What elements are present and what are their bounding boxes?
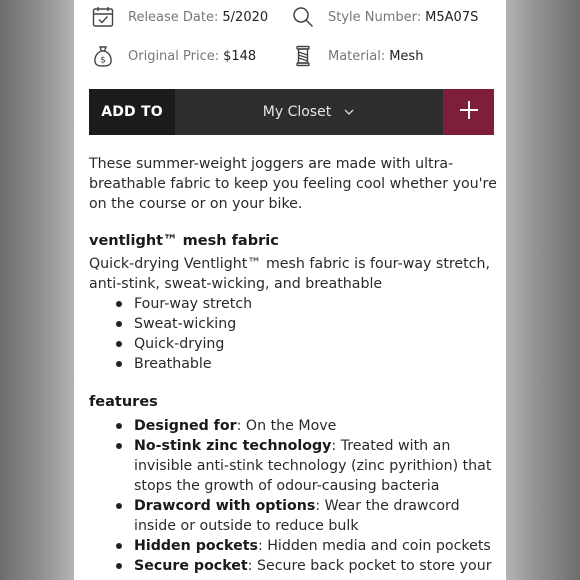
list-item: Breathable — [89, 354, 499, 374]
list-item — [89, 496, 499, 536]
closet-select-dropdown[interactable] — [175, 89, 443, 135]
features-bullet-list — [89, 416, 499, 576]
thread-spool-icon — [290, 43, 316, 69]
search-icon — [290, 4, 316, 30]
mesh-description: Quick-drying Ventlight™ mesh fabric is four-way stretch, anti-stink, sweat-wicking, and breathable — [89, 256, 490, 292]
money-bag-icon — [90, 43, 116, 69]
feature-label: Drawcord with options — [134, 498, 316, 514]
list-item — [89, 416, 499, 436]
mesh-section-title: ventlight™ mesh fabric — [89, 233, 279, 249]
plus-icon — [459, 100, 479, 124]
feature-label: No-stink zinc technology — [134, 438, 332, 454]
release-date-label: Release Date: — [128, 9, 219, 25]
list-item: Four-way stretch — [89, 294, 499, 314]
product-description — [89, 154, 499, 576]
material-item — [290, 41, 423, 71]
style-number-value: M5A07S — [425, 9, 479, 25]
list-item — [89, 556, 499, 576]
style-number-label: Style Number: — [328, 9, 422, 25]
svg-text:$: $ — [100, 55, 106, 66]
add-to-closet-bar — [89, 89, 494, 135]
list-item — [89, 436, 499, 496]
feature-text: : On the Move — [236, 418, 337, 434]
mesh-bullet-list — [89, 294, 499, 374]
original-price-item — [90, 41, 256, 71]
material-value: Mesh — [389, 48, 424, 64]
material-label: Material: — [328, 48, 386, 64]
product-info-grid — [88, 0, 498, 78]
list-item: Sweat-wicking — [89, 314, 499, 334]
features-section-title: features — [89, 394, 158, 410]
list-item: Quick-drying — [89, 334, 499, 354]
feature-text: : Treated with an invisible anti-stink technology (zinc pyrithion) that stops the growth of odour-causing bacteria — [134, 438, 492, 494]
add-to-label: ADD TO — [101, 104, 163, 120]
calendar-check-icon — [90, 4, 116, 30]
feature-label: Hidden pockets — [134, 538, 258, 554]
original-price-label: Original Price: — [128, 48, 220, 64]
product-details-page — [74, 0, 506, 580]
original-price-value: $148 — [223, 48, 257, 64]
list-item — [89, 536, 499, 556]
release-date-item — [90, 2, 268, 32]
chevron-down-icon — [343, 106, 355, 118]
description-intro: These summer-weight joggers are made with ultra-breathable fabric to keep you feeling cool whether you're on the course or on your bike. — [89, 156, 497, 212]
style-number-item — [290, 2, 478, 32]
feature-text: : Hidden media and coin pockets — [257, 538, 491, 554]
release-date-value: 5/2020 — [222, 9, 269, 25]
feature-label: Secure pocket — [134, 558, 248, 574]
feature-text: : Wear the drawcord inside or outside to reduce bulk — [134, 498, 460, 534]
add-to-closet-button[interactable] — [443, 89, 494, 135]
feature-text: : Secure back pocket to store your — [247, 558, 492, 574]
feature-label: Designed for — [134, 418, 237, 434]
selected-closet-label: My Closet — [262, 104, 332, 120]
